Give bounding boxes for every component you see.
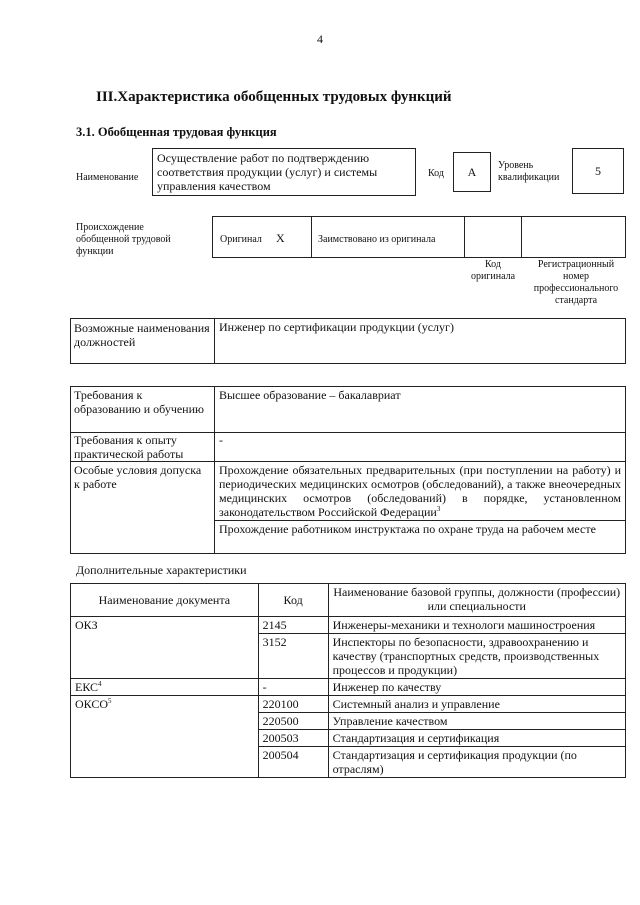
code-original-caption: Код оригинала [470, 259, 516, 282]
conditions-value-1: Прохождение обязательных предварительных (при поступлении на работу) и периодических медицинских осмотров (обследований), а также внеочередных медицинских осмотров (обследований) в порядке, установленном законодательством Российской Федерации$^3$ [219, 463, 621, 519]
level-value: 5 [572, 148, 624, 194]
row-code: 200504 [258, 747, 328, 778]
row-name: Инженеры-механики и технологи машиностроения [328, 617, 625, 634]
name-value: Осуществление работ по подтверждению соответствия продукции (услуг) и системы управления качеством [152, 148, 416, 196]
additional-table [70, 583, 626, 778]
education-value: Высшее образование – бакалавриат [219, 388, 401, 402]
borrowed-label: Заимствовано из оригинала [318, 234, 436, 245]
name-label: Наименование [76, 172, 139, 183]
subsection-title: 3.1. Обобщенная трудовая функция [76, 125, 277, 139]
row-code: 3152 [258, 634, 328, 679]
row-name: Стандартизация и сертификация [328, 730, 625, 747]
education-label: Требования к образованию и обучению [74, 388, 204, 416]
header-document: Наименование документа [71, 584, 259, 617]
reg-number-caption: Регистрационный номер профессионального стандарта [533, 259, 619, 306]
job-titles-label: Возможные наименования должностей [74, 321, 210, 349]
original-label: Оригинал [220, 234, 262, 245]
code-label: Код [428, 168, 444, 179]
row-name: Инспекторы по безопасности, здравоохранению и качеству (транспортных средств, производственных процессов и продукции) [328, 634, 625, 679]
row-name: Системный анализ и управление [328, 696, 625, 713]
row-code: - [258, 679, 328, 696]
origin-label: Происхождение обобщенной трудовой функции [76, 222, 171, 257]
experience-value: - [219, 433, 223, 447]
header-code: Код [258, 584, 328, 617]
job-titles-value: Инженер по сертификации продукции (услуг) [219, 320, 454, 334]
code-value: А [453, 152, 491, 192]
row-code: 200503 [258, 730, 328, 747]
eks-label: ЕКС$^4$ [71, 679, 259, 696]
row-code: 2145 [258, 617, 328, 634]
additional-title: Дополнительные характеристики [76, 563, 247, 577]
level-label: Уровень квалификации [498, 160, 560, 183]
conditions-label: Особые условия допуска к работе [74, 463, 202, 491]
okz-label: ОКЗ [71, 617, 259, 679]
page-number: 4 [317, 32, 323, 46]
conditions-value-2: Прохождение работником инструктажа по охране труда на рабочем месте [219, 522, 596, 536]
experience-label: Требования к опыту практической работы [74, 433, 184, 461]
section-title: III.Характеристика обобщенных трудовых функций [96, 89, 452, 105]
row-code: 220100 [258, 696, 328, 713]
row-code: 220500 [258, 713, 328, 730]
okso-label: ОКСО$^5$ [71, 696, 259, 778]
original-mark: X [276, 231, 285, 245]
row-name: Управление качеством [328, 713, 625, 730]
row-name: Стандартизация и сертификация продукции (по отраслям) [328, 747, 625, 778]
header-group: Наименование базовой группы, должности (профессии) или специальности [328, 584, 625, 617]
row-name: Инженер по качеству [328, 679, 625, 696]
